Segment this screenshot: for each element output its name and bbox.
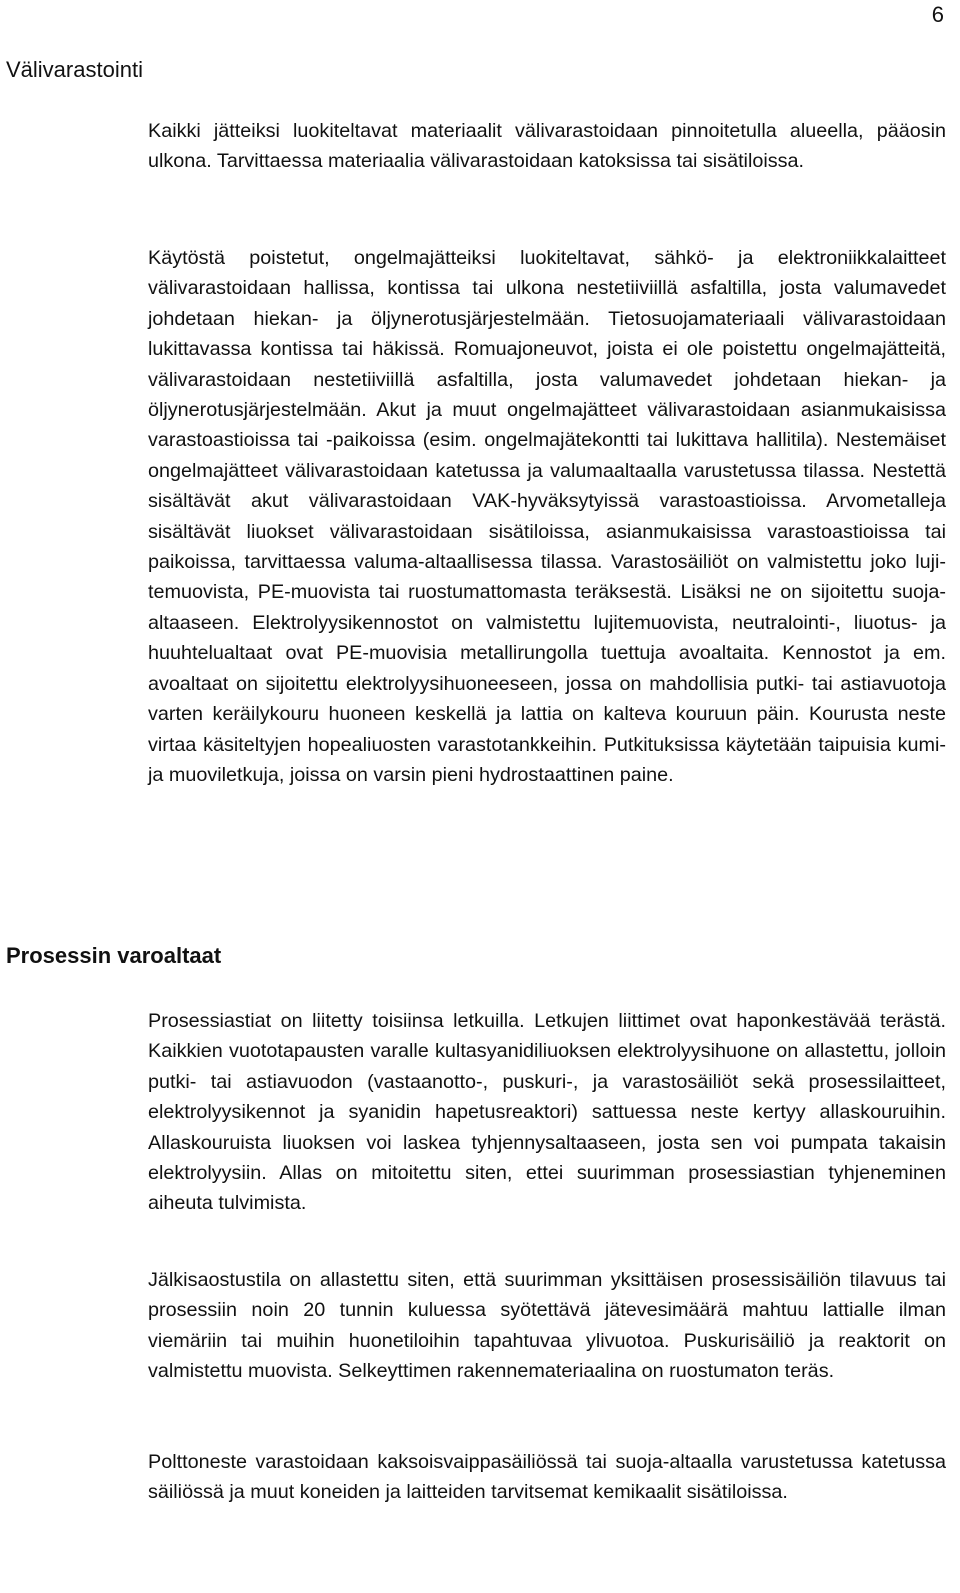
section-heading-valivarastointi: Välivarastointi [6, 57, 143, 82]
page-number: 6 [931, 2, 944, 27]
body-paragraph: Käytöstä poistetut, ongelmajätteiksi luokiteltavat, sähkö- ja elektroniikkalaitteet välivarastoidaan hallissa, kontissa tai ulkona nestetiiviillä asfaltilla, josta valumavedet johdetaan hiekan- ja öljynerotusjärjestelmään. Tietosuojamateriaali välivarastoidaan lukittavassa kontissa tai häkissä. Romuajoneuvot, joista ei ole poistettu ongelmajätteitä, välivarastoidaan nestetiiviillä asfaltilla, josta valumavedet johdetaan hiekan- ja öljynerotusjärjestelmään. Akut ja muut ongelmajätteet välivarastoidaan asianmukaisissa varastoastioissa tai -paikoissa (esim. ongelmajätekontti tai lukittava hallitila). Nestemäiset ongelmajätteet välivarastoidaan katetussa ja valumaaltaalla varustetussa tilassa. Nestettä sisältävät akut välivarastoidaan VAK-hyväksytyissä varastoastioissa. Arvometalleja sisältävät liuokset välivarastoidaan sisätiloissa, asianmukaisissa varastoastioissa tai paikoissa, tarvittaessa valuma-altaallisessa tilassa. Varastosäiliöt on valmistettu joko lujitemuovista, PE-muovista tai ruostumattomasta teräksestä. Lisäksi ne on sijoitettu suoja-altaaseen. Elektrolyysikennostot on valmistettu lujitemuovista, neutralointi-, liuotus- ja huuhtelualtaat ovat PE-muovisia metallirungolla tuettuja avoaltaita. Kennostot ja em. avoaltaat on sijoitettu elektrolyysihuoneeseen, jossa on mahdollisia putki- tai astiavuotoja varten keräilykouru huoneen keskellä ja lattia on kalteva kouruun päin. Kourusta neste virtaa käsiteltyjen hopealiuosten varastotankkeihin. Putkituksissa käytetään taipuisia kumi- ja muoviletkuja, joissa on varsin pieni hydrostaattinen paine. [148, 247, 946, 786]
body-paragraph: Jälkisaostustila on allastettu siten, että suurimman yksittäisen prosessisäiliön tilavuus tai prosessiin noin 20 tunnin kuluessa syötettävä jätevesimäärä mahtuu lattialle ilman viemäriin tai muihin huonetiloihin tapahtuvaa ylivuotoa. Puskurisäiliö ja reaktorit on valmistettu muovista. Selkeyttimen rakennemateriaalina on ruostumaton teräs. [148, 1269, 946, 1383]
body-paragraph: Polttoneste varastoidaan kaksoisvaippasäiliössä tai suoja-altaalla varustetussa katetussa säiliössä ja muut koneiden ja laitteiden tarvitsemat kemikaalit sisätiloissa. [148, 1451, 946, 1504]
body-paragraph: Prosessiastiat on liitetty toisiinsa letkuilla. Letkujen liittimet ovat haponkestävää terästä. Kaikkien vuototapausten varalle kultasyanidiliuoksen elektrolyysihuone on allastettu, jolloin putki- tai astiavuodon (vastaanotto-, puskuri-, ja varastosäiliöt sekä prosessilaitteet, elektrolyysikennot ja syanidin hapetusreaktori) sattuessa neste kertyy allaskouruihin. Allaskouruista liuoksen voi laskea tyhjennysaltaaseen, josta sen voi pumpata takaisin elektrolyysiin. Allas on mitoitettu siten, ettei suurimman prosessiastian tyhjeneminen aiheuta tulvimista. [148, 1010, 946, 1215]
body-paragraph: Kaikki jätteiksi luokiteltavat materiaalit välivarastoidaan pinnoitetulla alueella, pääosin ulkona. Tarvittaessa materiaalia välivarastoidaan katoksissa tai sisätiloissa. [148, 120, 946, 173]
section-heading-prosessin-varoaltaat: Prosessin varoaltaat [6, 943, 222, 968]
